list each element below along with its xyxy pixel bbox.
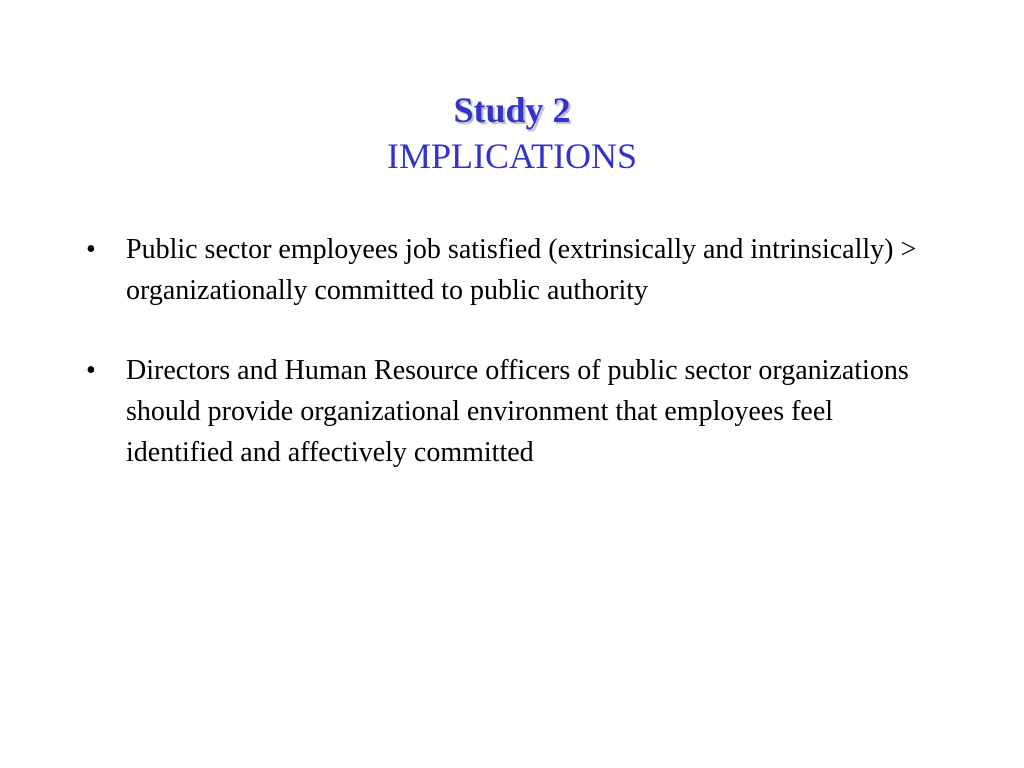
slide-title: [0, 90, 1024, 180]
bullet-text: Directors and Human Resource officers of public sector organizations should provide organizational environment that employees feel identified and affectively committed: [126, 355, 909, 468]
bullet-item: [86, 229, 926, 311]
bullet-list: [86, 229, 926, 512]
bullet-marker: •: [86, 355, 96, 386]
title-study: Study 2: [453, 90, 571, 130]
bullet-text: Public sector employees job satisfied (extrinsically and intrinsically) > organizationally committed to public authority: [126, 234, 917, 306]
title-implications: IMPLICATIONS: [386, 136, 637, 176]
bullet-item: [86, 350, 926, 473]
bullet-marker: •: [86, 234, 96, 265]
